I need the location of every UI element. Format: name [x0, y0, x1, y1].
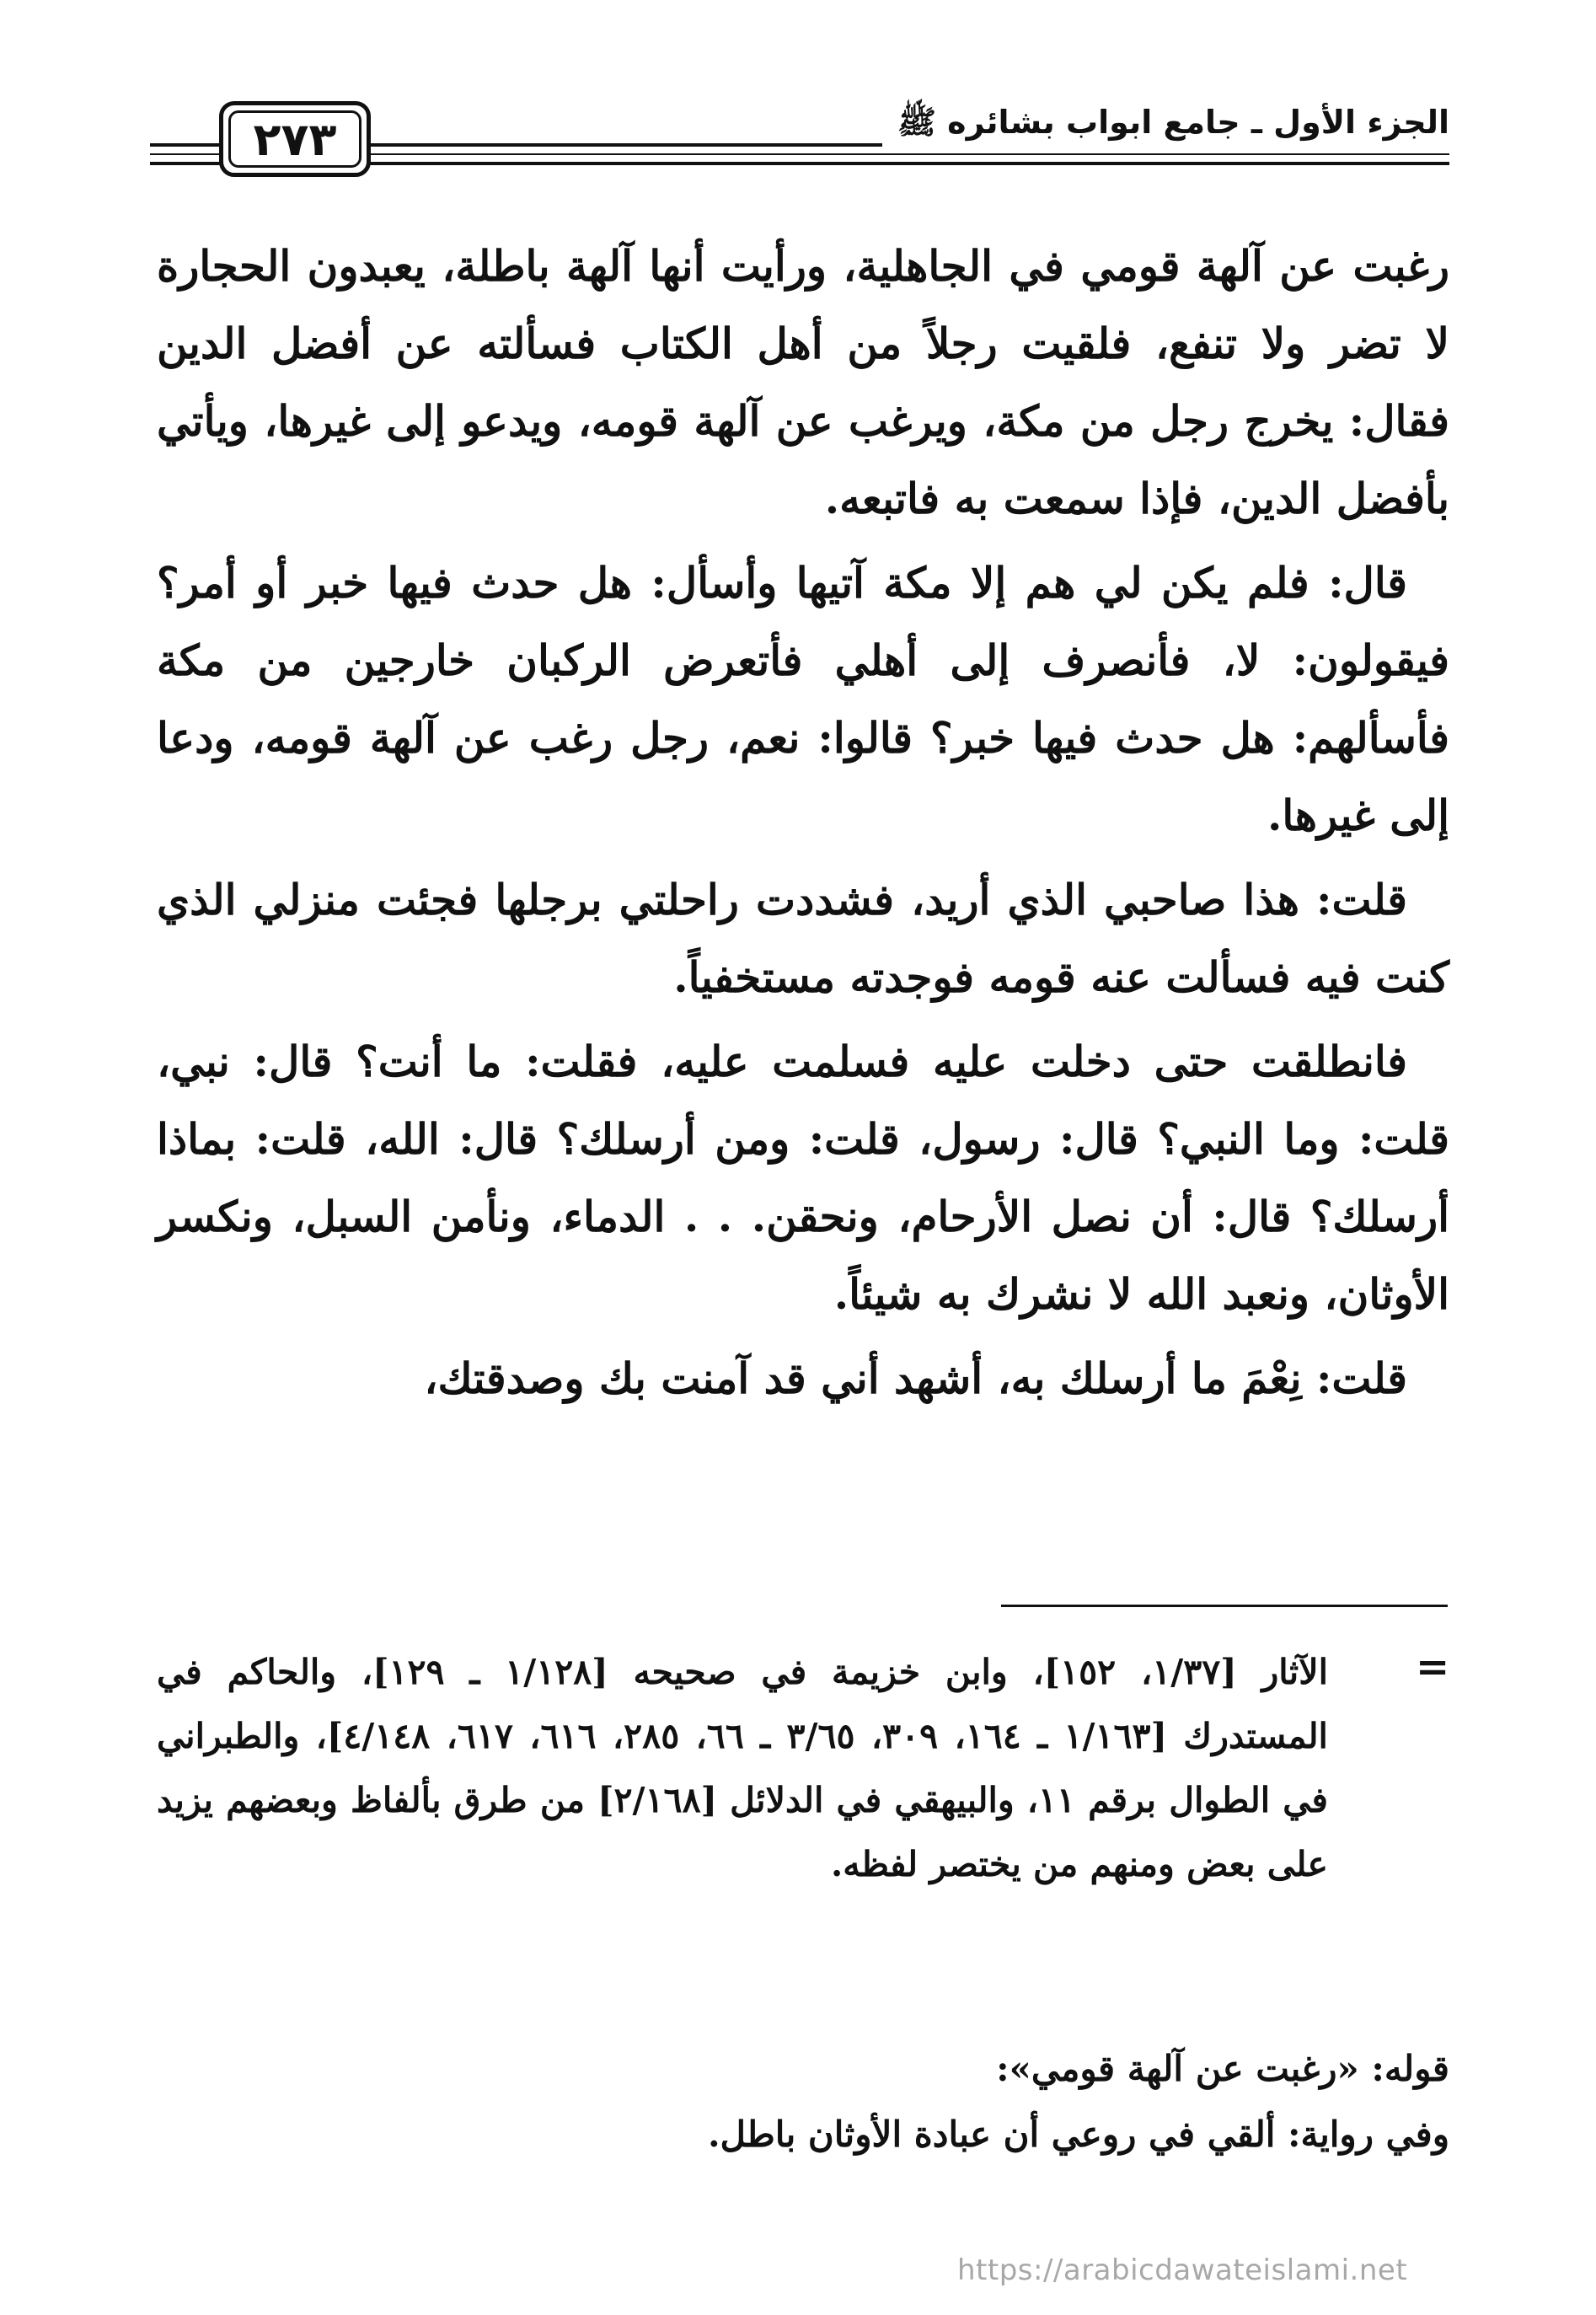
running-title: الجزء الأول ـ جامع ابواب بشائره ﷺ: [882, 103, 1449, 149]
main-text: [157, 228, 1449, 1424]
watermark-url: https://arabicdawateislami.net: [957, 2253, 1408, 2287]
footnote: الآثار [١/٣٧، ١٥٢]، وابن خزيمة في صحيحه [١/١٢٨ ـ ١٢٩]، والحاكم في المستدرك [١/١٦٣ ـ ١٦٤، ٣٠٩، ٣/٦٥ ـ ٦٦، ٢٨٥، ٦١٦، ٦١٧، ٤/١٤٨]، والطبراني في الطوال برقم ١١، والبيهقي في الدلائل [٢/١٦٨] من طرق بألفاظ وبعضهم يزيد على بعض ومنهم من يختصر لفظه.: [157, 1652, 1328, 1884]
page-number-frame: [219, 101, 371, 177]
paragraph: قلت: نِعْمَ ما أرسلك به، أشهد أني قد آمنت بك وصدقتك،: [424, 1353, 1407, 1403]
footnote-separator: [1001, 1605, 1448, 1607]
paragraph: قلت: هذا صاحبي الذي أريد، فشددت راحلتي برجلها فجئت منزلي الذي كنت فيه فسألت عنه قومه فوجدته مستخفياً.: [157, 875, 1449, 1002]
page-number: ٢٧٣: [253, 112, 337, 166]
page-header: [150, 91, 1449, 192]
commentary-note: وفي رواية: ألقي في روعي أن عبادة الأوثان باطل.: [707, 2114, 1449, 2155]
footnote-continuation-mark: =: [1416, 1643, 1450, 1691]
paragraph: رغبت عن آلهة قومي في الجاهلية، ورأيت أنها آلهة باطلة، يعبدون الحجارة لا تضر ولا تنفع، فلقيت رجلاً من أهل الكتاب فسألته عن أفضل الدين فقال: يخرج رجل من مكة، ويرغب عن آلهة قومه، ويدعو إلى غيرها، ويأتي بأفضل الدين، فإذا سمعت به فاتبعه.: [157, 241, 1449, 523]
paragraph: فانطلقت حتى دخلت عليه فسلمت عليه، فقلت: ما أنت؟ قال: نبي، قلت: وما النبي؟ قال: رسول، قلت: ومن أرسلك؟ قال: الله، قلت: بماذا أرسلك؟ قال: أن نصل الأرحام، ونحقن. . . الدماء، ونأمن السبل، ونكسر الأوثان، ونعبد الله لا نشرك به شيئاً.: [157, 1037, 1449, 1319]
paragraph: قال: فلم يكن لي هم إلا مكة آتيها وأسأل: هل حدث فيها خبر أو أمر؟ فيقولون: لا، فأنصرف إلى أهلي فأتعرض الركبان خارجين من مكة فأسألهم: هل حدث فيها خبر؟ قالوا: نعم، رجل رغب عن آلهة قومه، ودعا إلى غيرها.: [157, 558, 1449, 840]
commentary-section: [157, 2036, 1449, 2168]
commentary-heading: قوله: «رغبت عن آلهة قومي»:: [996, 2048, 1449, 2089]
